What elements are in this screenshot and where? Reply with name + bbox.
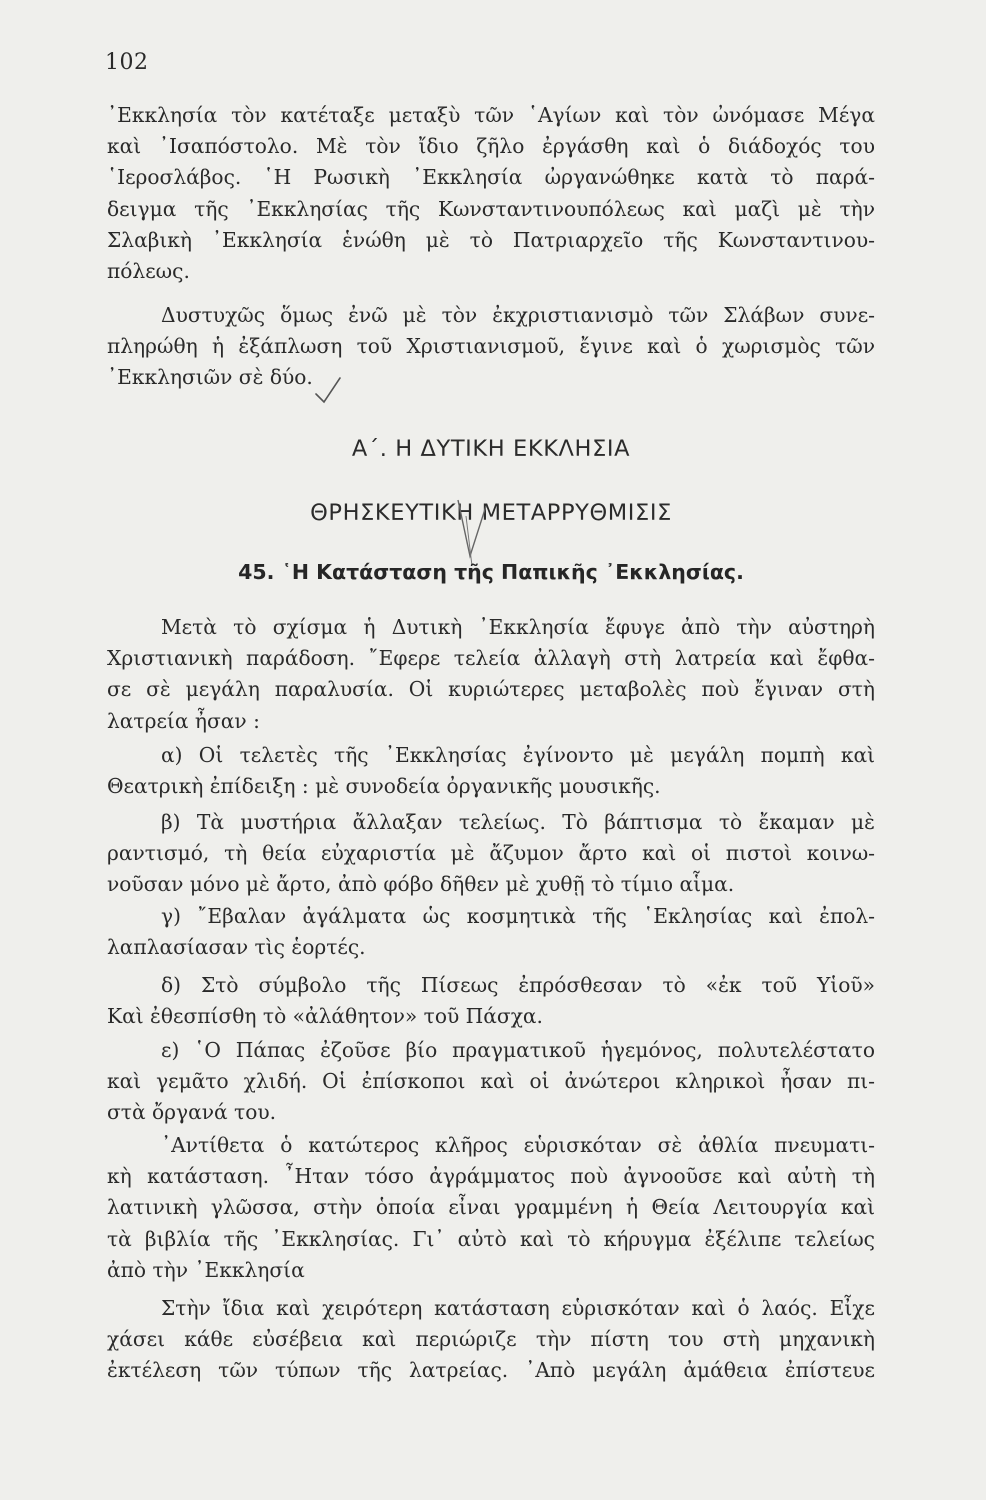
paragraph-schism [107,300,875,394]
text-line: ραντισμό, τὴ θεία εὐχαριστία μὲ ἄζυμον ἄρτο καὶ οἱ πιστοὶ κοινω- [107,841,875,866]
text-line: Καὶ ἐθεσπίσθη τὸ «ἀλάθητον» τοῦ Πάσχα. [107,1004,543,1029]
handwritten-checkmark [312,376,344,408]
text-line: Σλαβικὴ ᾿Εκκλησία ἑνώθη μὲ τὸ Πατριαρχεῖο τῆς Κωνσταντινου- [107,227,875,252]
text-line: ε) ῾Ο Πάπας ἐζοῦσε βίο πραγματικοῦ ἡγεμόνος, πολυτελέστατο [161,1038,875,1062]
text-line: στὰ ὄργανά του. [107,1100,277,1125]
text-line: Στὴν ἴδια καὶ χειρότερη κατάσταση εὑρισκόταν καὶ ὁ λαός. Εἶχε [161,1296,875,1320]
text-line: πληρώθη ἡ ἐξάπλωση τοῦ Χριστιανισμοῦ, ἔγινε καὶ ὁ χωρισμὸς τῶν [107,334,875,359]
text-line: γ) ῎Εβαλαν ἀγάλματα ὡς κοσμητικὰ τῆς ῾Εκλησίας καὶ ἐπολ- [161,904,875,928]
text-line: ᾿Αντίθετα ὁ κατώτερος κλῆρος εὑρισκόταν σὲ ἀθλία πνευματι- [161,1133,875,1157]
text-line: δειγμα τῆς ᾿Εκκλησίας τῆς Κωνσταντινουπόλεως καὶ μαζὶ μὲ τὴν [107,196,875,221]
section-heading: Α΄. Η ΔΥΤΙΚΗ ΕΚΚΛΗΣΙΑ [351,436,631,462]
subsection-title: 45. ῾Η Κατάσταση τῆς Παπικῆς ᾿Εκκλησίας. [238,560,744,584]
text-line: ᾿Εκκλησία τὸν κατέταξε μεταξὺ τῶν ῾Αγίων καὶ τὸν ὠνόμασε Μέγα [107,103,875,127]
text-line: λαπλασίασαν τὶς ἑορτές. [107,935,366,960]
text-line: ᾿Εκκλησιῶν σὲ δύο. [107,365,313,390]
paragraph-lower-clergy [107,1130,875,1286]
text-line: Δυστυχῶς ὅμως ἐνῶ μὲ τὸν ἐκχριστιανισμὸ τῶν Σλάβων συνε- [161,303,875,327]
text-line: λατινικὴ γλῶσσα, στὴν ὁποία εἶναι γραμμένη ἡ Θεία Λειτουργία καὶ [107,1195,875,1220]
text-line: Θεατρικὴ ἐπίδειξη : μὲ συνοδεία ὀργανικῆς μουσικῆς. [107,774,661,799]
text-line: Μετὰ τὸ σχίσμα ἡ Δυτικὴ ᾿Εκκλησία ἔφυγε ἀπὸ τὴν αὐστηρὴ [161,615,875,639]
page-number: 102 [105,50,149,75]
text-line: καὶ γεμᾶτο χλιδή. Οἱ ἐπίσκοποι καὶ οἱ ἀνώτεροι κληρικοὶ ἦσαν πι- [107,1069,875,1094]
list-item-a [107,740,875,802]
text-line: χάσει κάθε εὐσέβεια καὶ περιώριζε τὴν πίστη του στὴ μηχανικὴ [107,1327,875,1352]
text-line: α) Οἱ τελετὲς τῆς ᾿Εκκλησίας ἐγίνοντο μὲ μεγάλη πομπὴ καὶ [161,743,875,767]
intro-paragraph [107,100,875,287]
list-item-b [107,807,875,901]
text-line: λατρεία ἦσαν : [107,708,260,733]
list-item-e [107,1035,875,1129]
text-line: σε σὲ μεγάλη παραλυσία. Οἱ κυριώτερες μεταβολὲς ποὺ ἔγιναν στὴ [107,677,875,702]
text-line: κὴ κατάσταση. ῏Ηταν τόσο ἀγράμματος ποὺ ἀγνοοῦσε καὶ αὐτὴ τὴ [107,1164,875,1189]
text-line: καὶ ᾿Ισαπόστολο. Μὲ τὸν ἴδιο ζῆλο ἐργάσθη καὶ ὁ διάδοχός του [107,134,875,159]
paragraph-people [107,1293,875,1387]
text-line: β) Τὰ μυστήρια ἄλλαξαν τελείως. Τὸ βάπτισμα τὸ ἔκαμαν μὲ [161,810,875,834]
text-line: Χριστιανικὴ παράδοση. ῎Εφερε τελεία ἀλλαγὴ στὴ λατρεία καὶ ἔφθα- [107,646,875,671]
section-subheading: ΘΡΗΣΚΕΥΤΙΚΗ ΜΕΤΑΡΡΥΘΜΙΣΙΣ [310,500,672,526]
list-item-c [107,901,875,963]
text-line: ῾Ιεροσλάβος. ῾Η Ρωσικὴ ᾿Εκκλησία ὠργανώθηκε κατὰ τὸ παρά- [107,165,875,190]
text-line: ἐκτέλεση τῶν τύπων τῆς λατρείας. ᾿Απὸ μεγάλη ἀμάθεια ἐπίστευε [107,1358,875,1383]
text-line: νοῦσαν μόνο μὲ ἄρτο, ἀπὸ φόβο δῆθεν μὲ χυθῇ τὸ τίμιο αἷμα. [107,872,735,897]
text-line: πόλεως. [107,259,190,284]
paragraph-after-schism [107,612,875,737]
text-line: τὰ βιβλία τῆς ᾿Εκκλησίας. Γι᾿ αὐτὸ καὶ τὸ κήρυγμα ἐξέλιπε τελείως [107,1226,875,1251]
text-line: δ) Στὸ σύμβολο τῆς Πίσεως ἐπρόσθεσαν τὸ «ἐκ τοῦ Υἱοῦ» [161,973,875,997]
list-item-d [107,970,875,1032]
text-line: ἀπὸ τὴν ᾿Εκκλησία [107,1257,305,1282]
